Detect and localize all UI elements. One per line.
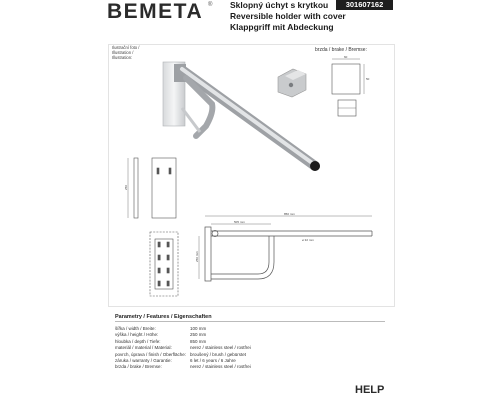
parameters-title: Parametry / Features / Eigenschaften	[115, 314, 212, 320]
registered-mark: ®	[208, 2, 213, 8]
param-row: hloubka / depth / Tiefe: 850 mm	[115, 338, 207, 344]
parameters-table	[115, 326, 251, 371]
param-row: brzda / brake / Bremse: nerez / stainless steel / rostfrei	[115, 364, 251, 370]
dim-height: 250 mm	[195, 251, 199, 262]
end-cap-icon	[310, 161, 320, 171]
parameters-divider	[115, 321, 385, 322]
mounting-plate-drawing	[150, 232, 178, 296]
brake-dim-width: 60	[344, 55, 348, 59]
brake-dim-height: 50	[366, 77, 370, 81]
bar-drawing	[199, 216, 372, 281]
param-row: šířka / width / Breite: 100 mm	[115, 326, 207, 331]
brake-label: brzda / brake / Bremse:	[315, 47, 367, 53]
dim-diameter: ø 32 mm	[302, 238, 314, 242]
param-row: záruka / warranty / Garantie: 6 let / 6 years / 6 Jahre	[115, 358, 236, 364]
article-number-badge: 301607162	[336, 0, 393, 10]
dim-overall-length: 850 mm	[284, 212, 295, 216]
title-line-en: Reversible holder with cover	[230, 11, 346, 21]
brake-photo	[278, 69, 306, 97]
illustration-label: Ilustrační foto / Illustration / Illustration:	[112, 45, 140, 60]
help-link[interactable]: HELP	[355, 384, 385, 396]
plate-dim-height: 250	[124, 184, 128, 190]
title-line-cz: Sklopný úchyt s krytkou	[230, 0, 329, 10]
dim-inner-length: 505 mm	[234, 220, 245, 224]
param-row: výška / height / Höhe: 250 mm	[115, 332, 207, 338]
param-row: povrch, úprava / finish / Oberfläche: broušený / brush / gebürstet	[115, 351, 247, 357]
plate-drawing	[128, 158, 176, 218]
title-line-de: Klappgriff mit Abdeckung	[230, 22, 334, 32]
brake-drawing	[332, 59, 364, 116]
param-row: materiál / material / Material: nerez / stainless steel / rostfrei	[115, 345, 251, 351]
brand-logo: BEMETA	[107, 0, 204, 23]
